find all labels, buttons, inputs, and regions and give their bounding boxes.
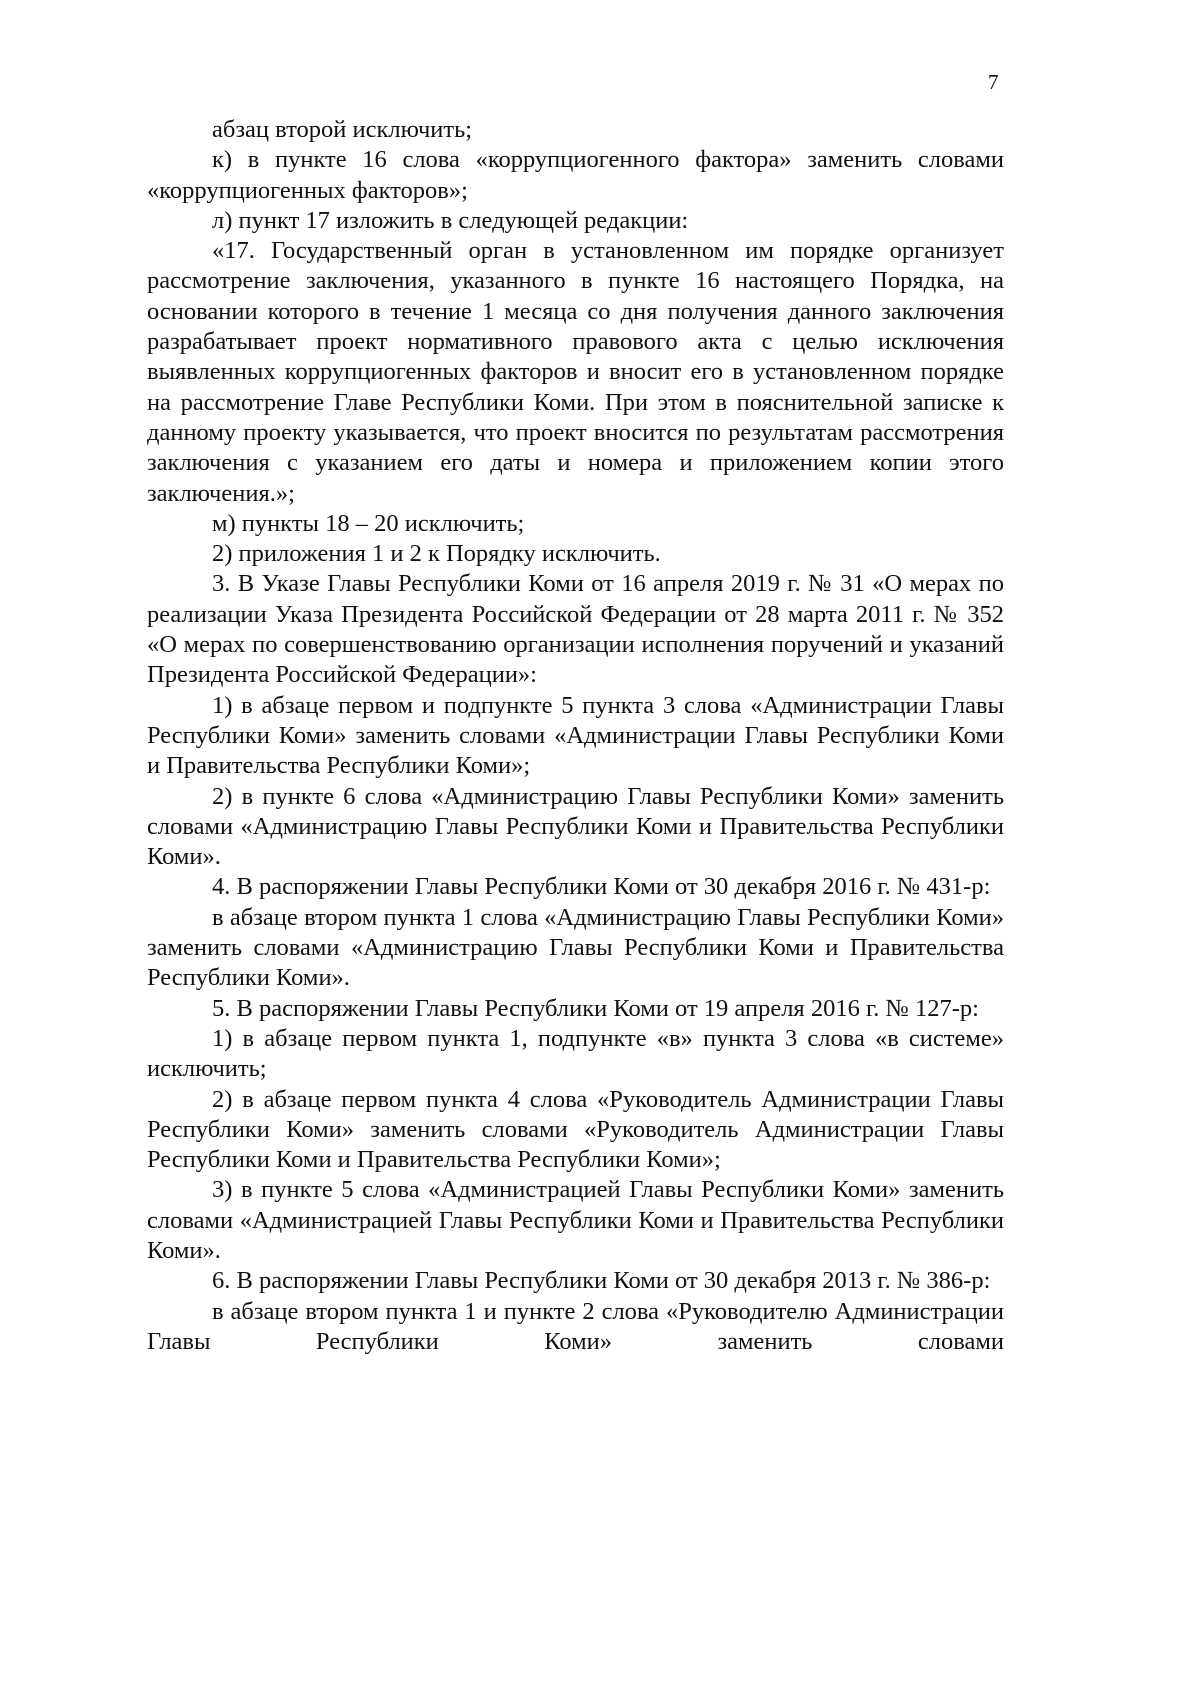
paragraph: 3) в пункте 5 слова «Администрацией Главы Республики Коми» заменить словами «Администрацией Главы Республики Коми и Правительства Республики Коми». bbox=[147, 1176, 1004, 1264]
paragraph: в абзаце втором пункта 1 слова «Администрацию Главы Республики Коми» заменить словами «Администрацию Главы Республики Коми и Правительства Республики Коми». bbox=[147, 903, 1004, 992]
document-body bbox=[147, 115, 1004, 1357]
paragraph: 1) в абзаце первом пункта 1, подпункте «в» пункта 3 слова «в системе» исключить; bbox=[147, 1024, 1004, 1083]
paragraph: «17. Государственный орган в установленном им порядке организует рассмотрение заключения, указанного в пункте 16 настоящего Порядка, на основании которого в течение 1 месяца со дня получения данного заключения разрабатывает проект нормативного правового акта с целью исключения выявленных коррупциогенных факторов и вносит его в установленном порядке на рассмотрение Главе Республики Коми. При этом в пояснительной записке к данному проекту указывается, что проект вносится по результатам рассмотрения заключения с указанием его даты и номера и приложением копии этого заключения.»; bbox=[147, 237, 1004, 507]
paragraph: 2) приложения 1 и 2 к Порядку исключить. bbox=[212, 540, 661, 568]
paragraph: 3. В Указе Главы Республики Коми от 16 апреля 2019 г. № 31 «О мерах по реализации Указа Президента Российской Федерации от 28 марта 2011 г. № 352 «О мерах по совершенствованию организации исполнения поручений и указаний Президента Российской Федерации»: bbox=[147, 570, 1004, 689]
paragraph: абзац второй исключить; bbox=[212, 116, 473, 143]
paragraph: в абзаце втором пункта 1 и пункте 2 слова «Руководителю Администрации Главы Республики Коми» заменить словами bbox=[147, 1297, 1004, 1355]
paragraph: 1) в абзаце первом и подпункте 5 пункта 3 слова «Администрации Главы Республики Коми» заменить словами «Администрации Главы Республики Коми и Правительства Республики Коми»; bbox=[147, 691, 1004, 780]
paragraph: 4. В распоряжении Главы Республики Коми от 30 декабря 2016 г. № 431-р: bbox=[212, 873, 991, 901]
page-number: 7 bbox=[988, 70, 999, 94]
paragraph: м) пункты 18 – 20 исключить; bbox=[212, 509, 525, 537]
paragraph: л) пункт 17 изложить в следующей редакции: bbox=[212, 206, 689, 234]
paragraph: 2) в абзаце первом пункта 4 слова «Руководитель Администрации Главы Республики Коми» заменить словами «Руководитель Администрации Главы Республики Коми и Правительства Республики Коми»; bbox=[147, 1085, 1004, 1174]
paragraph: 5. В распоряжении Главы Республики Коми от 19 апреля 2016 г. № 127-р: bbox=[212, 994, 979, 1022]
paragraph: 2) в пункте 6 слова «Администрацию Главы Республики Коми» заменить словами «Администрацию Главы Республики Коми и Правительства Республики Коми». bbox=[147, 782, 1004, 871]
paragraph: к) в пункте 16 слова «коррупциогенного фактора» заменить словами «коррупциогенных факторов»; bbox=[147, 146, 1004, 204]
paragraph: 6. В распоряжении Главы Республики Коми от 30 декабря 2013 г. № 386-р: bbox=[212, 1267, 991, 1295]
